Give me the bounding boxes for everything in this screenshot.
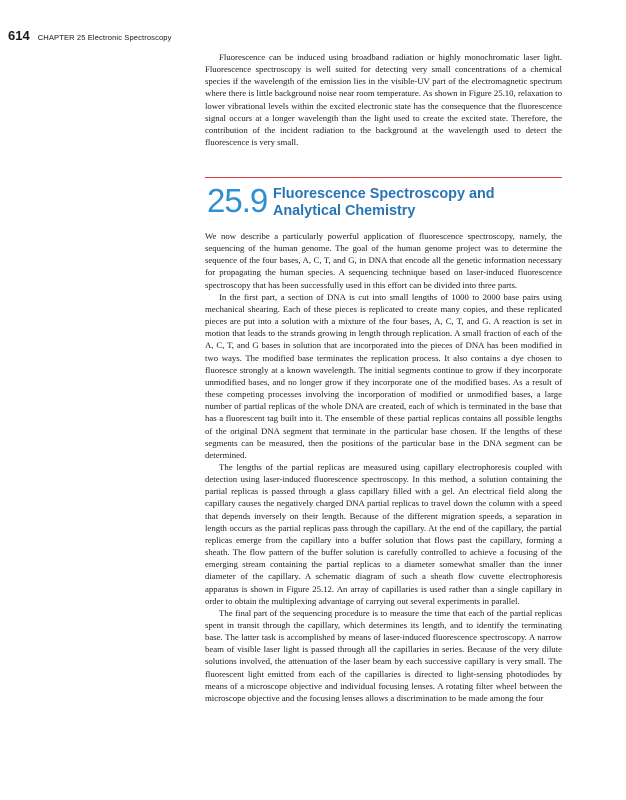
page-number: 614	[8, 28, 30, 43]
section-title	[273, 186, 495, 219]
intro-paragraph: Fluorescence can be induced using broadband radiation or highly monochromatic laser light. Fluorescence spectroscopy is well suited for detecting very small concentrations of a chemical species if the wavelength of the emission lies in the visible-UV part of the electromagnetic spectrum where there is little background noise near room temperature. As shown in Figure 25.10, relaxation to lower vibrational levels within the excited electronic state has the consequence that the fluorescence signal occurs at a longer wavelength than the light used to create the excited state. Therefore, the contribution of the incident radiation to the background at the wavelength used to detect the fluorescence is very small.	[205, 52, 562, 148]
section-body	[205, 230, 562, 704]
body-paragraph: The final part of the sequencing procedure is to measure the time that each of the partial replicas spent in transit through the capillary, which determines its length, and to identify the terminating base. The latter task is accomplished by means of laser-induced fluorescence spectroscopy. A narrow beam of visible laser light is passed through all the capillaries in series. Because of the very dilute solutions involved, the attenuation of the laser beam by each successive capillary is very small. The fluorescent light emitted from each of the capillaries is directed to light-sensing photodiodes by means of a microscope objective and individual focusing lenses. A rotating filter wheel between the microscope objective and the focusing lenses allows a discrimination to be made among the four	[205, 607, 562, 703]
running-header	[8, 28, 172, 42]
section-title-line-2: Analytical Chemistry	[273, 202, 416, 219]
section-number: 25.9	[207, 182, 268, 219]
section-rule	[205, 177, 562, 178]
intro-block	[205, 51, 562, 148]
body-paragraph: We now describe a particularly powerful application of fluorescence spectroscopy, namely, the sequencing of the human genome. The goal of the human genome project was to determine the sequence of the four bases, A, C, T, and G, in DNA that encode all the genetic information necessary for propagating the human species. A sequencing technique based on laser-induced fluorescence spectroscopy that has been successfully used in this effort can be divided into three parts.	[205, 231, 562, 290]
section-title-line-1: Fluorescence Spectroscopy and	[273, 186, 495, 202]
chapter-title: CHAPTER 25 Electronic Spectroscopy	[37, 33, 172, 42]
body-paragraph: The lengths of the partial replicas are measured using capillary electrophoresis coupled with detection using laser-induced fluorescence spectroscopy. In this method, a solution containing the partial replicas is passed through a glass capillary filled with a gel. An electrical field along the capillary causes the negatively charged DNA partial replicas to travel down the column with a speed that depends inversely on their length. Because of the different migration speeds, a separation in length occurs as the partial replicas pass through the capillary. At the end of the capillary, the partial replicas emerge from the capillary into a buffer solution that flows past the capillary, forming a sheath. The flow pattern of the buffer solution is carefully controlled to achieve a focusing of the emerging stream containing the partial replicas to a diameter somewhat smaller than the inner diameter of the capillary. A schematic diagram of such a sheath flow cuvette electrophoresis apparatus is shown in Figure 25.12. An array of capillaries is used rather than a single capillary in order to obtain the multiplexing advantage of carrying out several experiments in parallel.	[205, 461, 562, 606]
section-heading	[207, 184, 562, 226]
body-paragraph: In the first part, a section of DNA is cut into small lengths of 1000 to 2000 base pairs using mechanical shearing. Each of these pieces is replicated to create many copies, and these replicated pieces are put into a solution with a mixture of the four bases, A, C, T, and G. A reaction is set in motion that leads to the strands growing in length through replication. A small fraction of each of the A, C, T, and G bases in solution that are incorporated into the pieces of DNA has been modified in two ways. The modified base terminates the replication process. It also contains a dye chosen to fluoresce strongly at a known wavelength. The initial segments continue to grow if they incorporate unmodified bases, and no longer grow if they incorporate one of the modified bases. As a result of these competing processes involving the incorporation of modified or unmodified bases, a large number of partial replicas of the whole DNA are created, each of which is terminated in the base that has a fluorescent tag built into it. The ensemble of these partial replicas contains all possible lengths of the original DNA segment that terminate in the particular base chosen. If the lengths of these segments can be measured, then the positions of the particular base in the DNA segment can be determined.	[205, 291, 562, 460]
